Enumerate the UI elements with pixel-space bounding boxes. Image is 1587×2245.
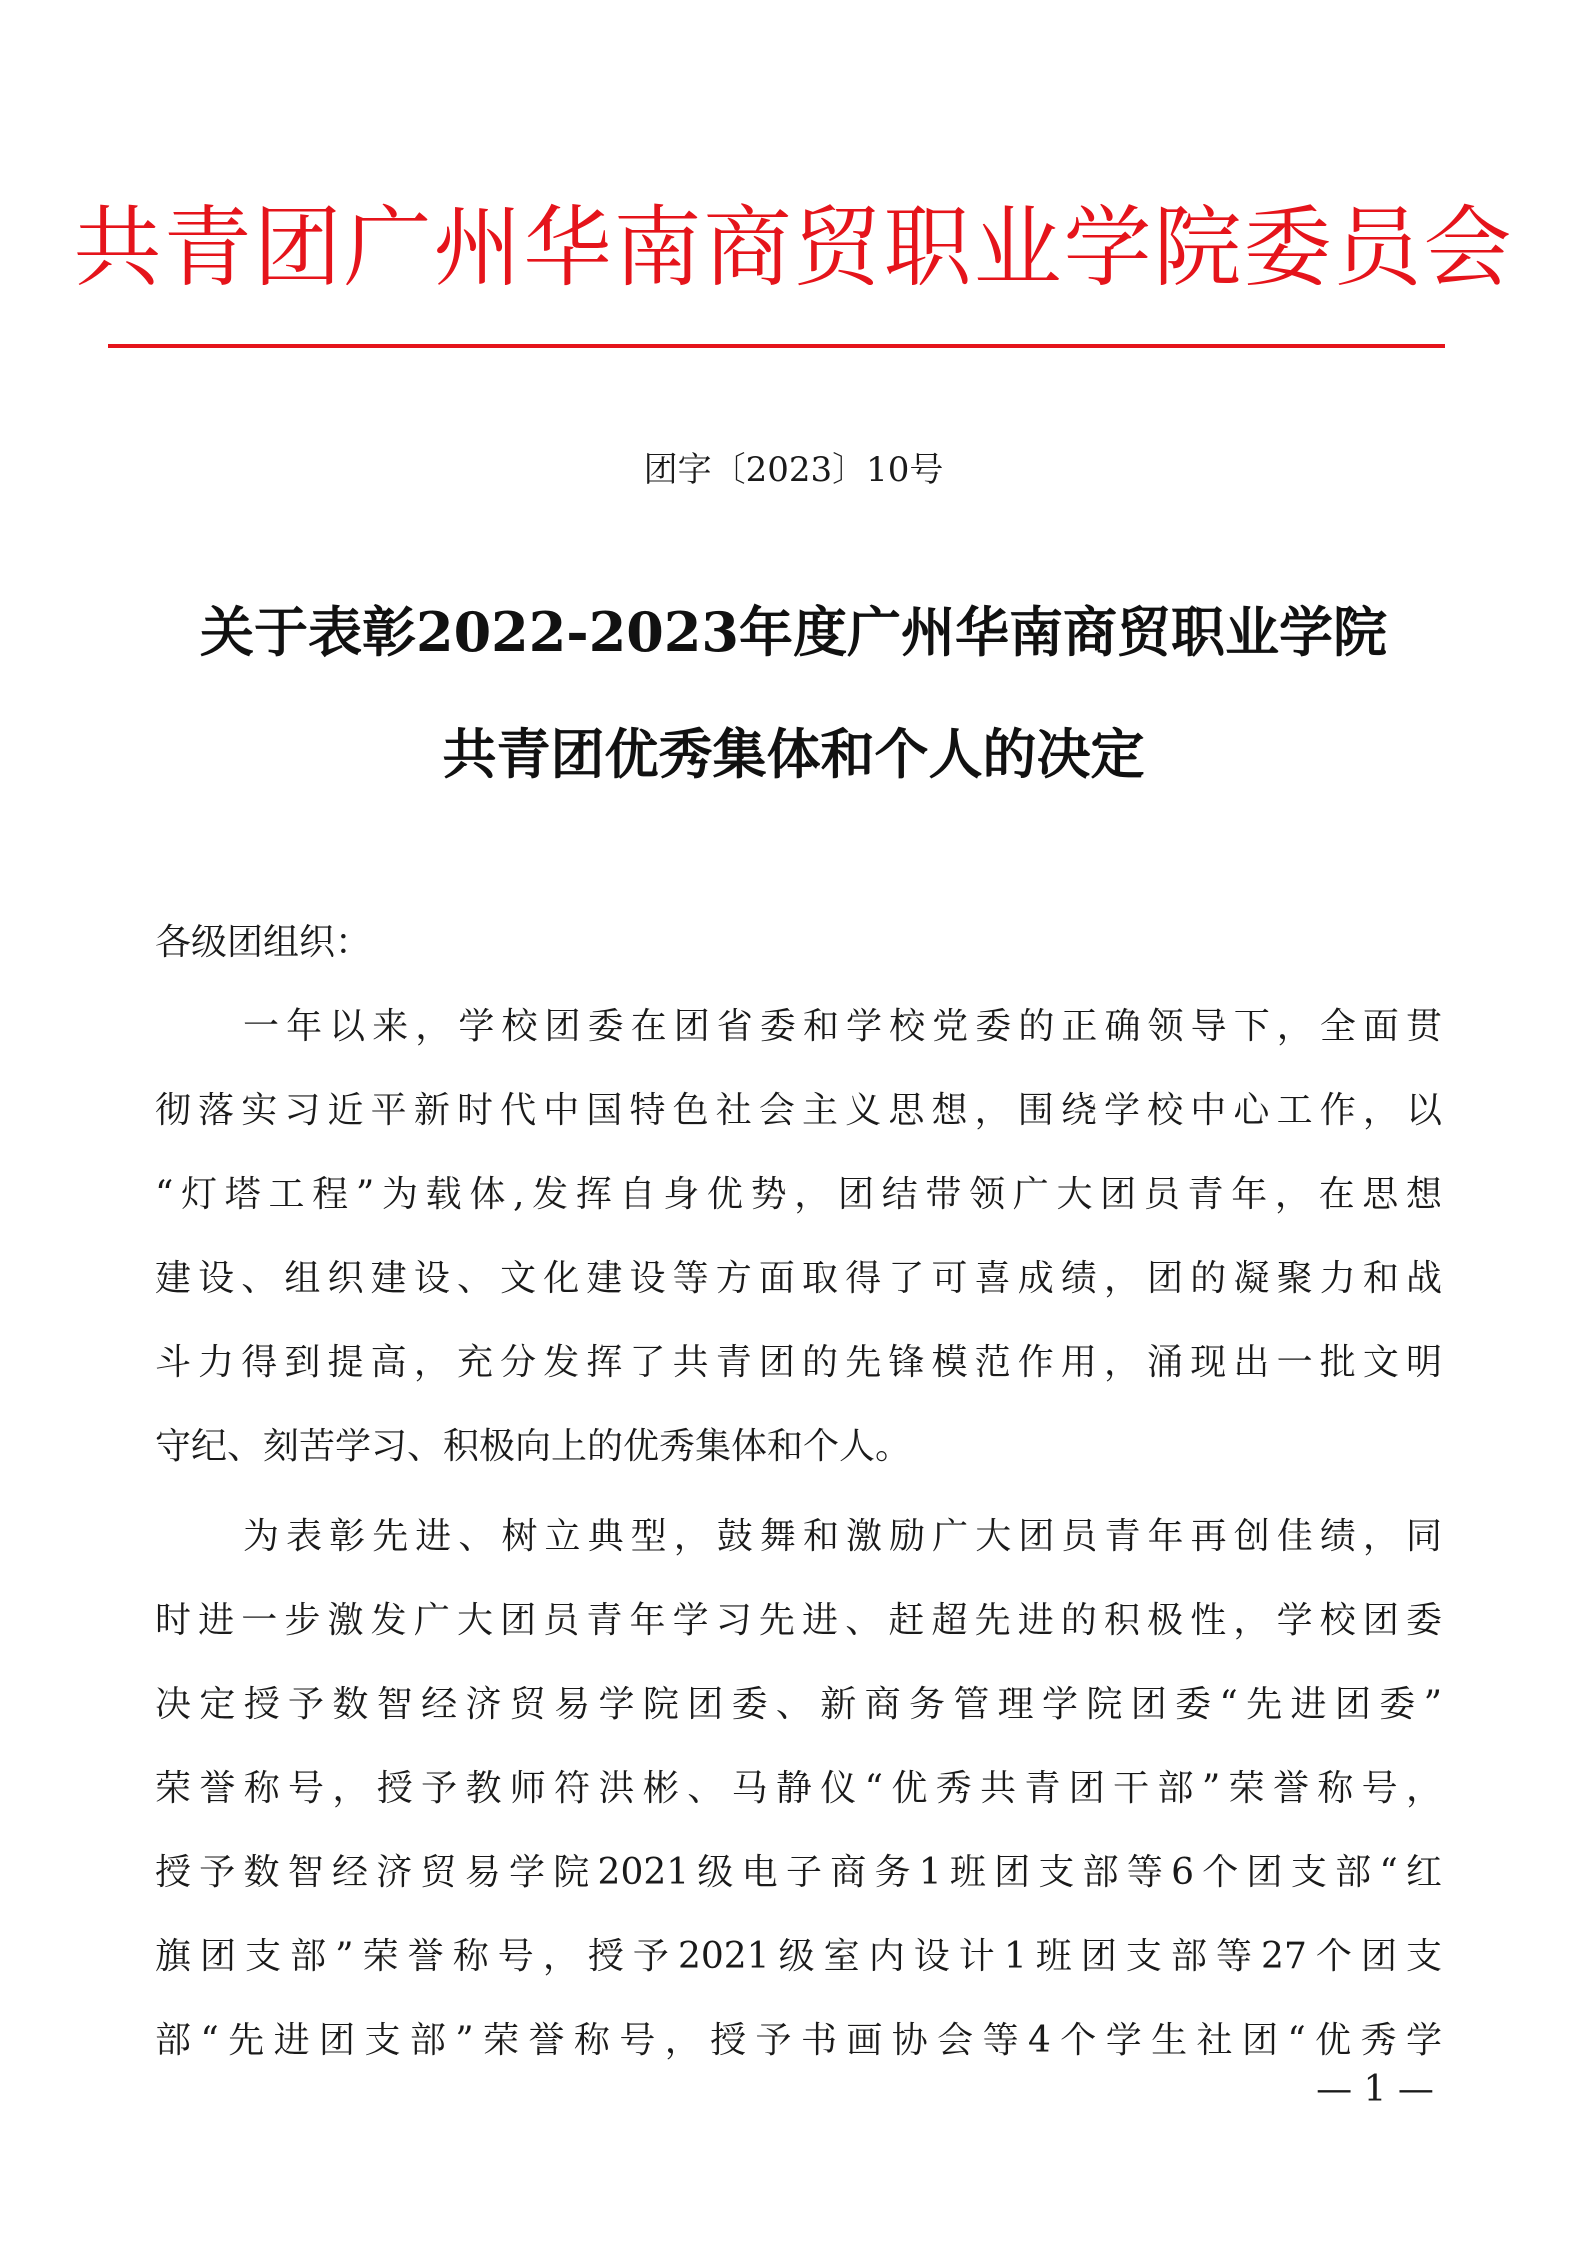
paragraph-1-line-5: 斗力得到提高，充分发挥了共青团的先锋模范作用，涌现出一批文明 [155, 1342, 1442, 1383]
paragraph-2-line-3: 决定授予数智经济贸易学院团委、新商务管理学院团委“先进团委” [155, 1684, 1442, 1725]
masthead-organization-name: 共青团广州华南商贸职业学院委员会 [73, 196, 1514, 299]
document-number: 团字〔2023〕10号 [643, 450, 944, 490]
salutation: 各级团组织： [155, 922, 372, 963]
paragraph-2-line-5: 授予数智经济贸易学院2021级电子商务1班团支部等6个团支部“红 [155, 1852, 1442, 1893]
paragraph-2-line-2: 时进一步激发广大团员青年学习先进、赶超先进的积极性，学校团委 [155, 1600, 1442, 1641]
paragraph-2-line-4: 荣誉称号，授予教师符洪彬、马静仪“优秀共青团干部”荣誉称号， [155, 1768, 1442, 1809]
document-title-line-2: 共青团优秀集体和个人的决定 [442, 722, 1145, 786]
paragraph-1-line-4: 建设、组织建设、文化建设等方面取得了可喜成绩，团的凝聚力和战 [155, 1258, 1442, 1299]
paragraph-2-line-6: 旗团支部”荣誉称号，授予2021级室内设计1班团支部等27个团支 [155, 1936, 1442, 1977]
page-number: — 1 — [1316, 2069, 1434, 2110]
paragraph-2-line-1: 为表彰先进、树立典型，鼓舞和激励广大团员青年再创佳绩，同 [243, 1516, 1442, 1557]
paragraph-1-line-2: 彻落实习近平新时代中国特色社会主义思想，围绕学校中心工作，以 [155, 1090, 1442, 1131]
paragraph-1-line-6: 守纪、刻苦学习、积极向上的优秀集体和个人。 [155, 1426, 912, 1467]
masthead-red-rule [108, 344, 1445, 348]
document-title-line-1: 关于表彰2022-2023年度广州华南商贸职业学院 [200, 600, 1387, 664]
paragraph-1-line-3: “灯塔工程”为载体,发挥自身优势，团结带领广大团员青年，在思想 [155, 1174, 1442, 1215]
paragraph-2-line-7: 部“先进团支部”荣誉称号，授予书画协会等4个学生社团“优秀学 [155, 2020, 1442, 2061]
paragraph-1-line-1: 一年以来，学校团委在团省委和学校党委的正确领导下，全面贯 [243, 1006, 1442, 1047]
